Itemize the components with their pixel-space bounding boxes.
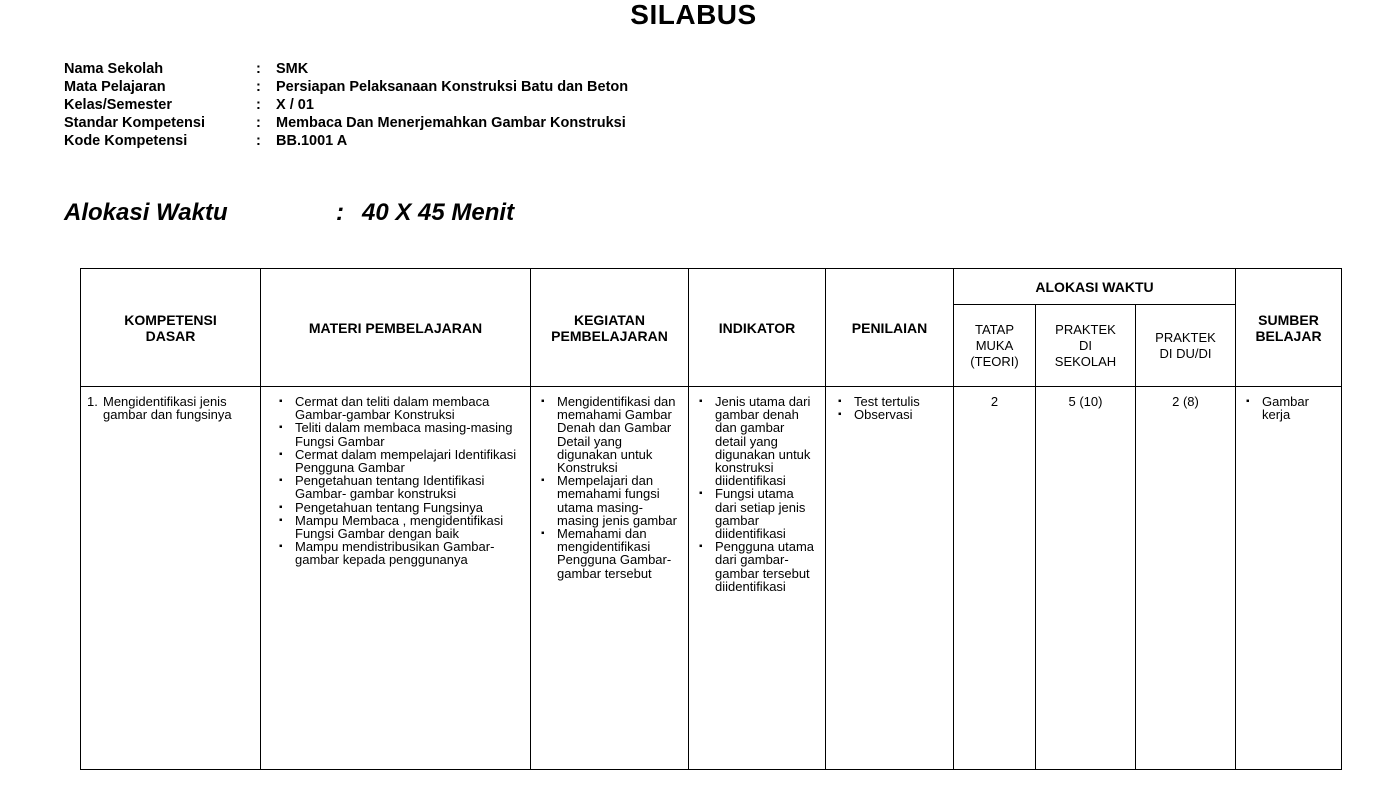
header-sumber: SUMBER BELAJAR xyxy=(1236,269,1342,387)
info-label: Mata Pelajaran xyxy=(64,79,166,95)
info-label: Kode Kompetensi xyxy=(64,133,188,149)
row-number: 1. xyxy=(87,394,98,409)
header-indikator: INDIKATOR xyxy=(689,269,826,387)
list-item: ▪ Mampu Membaca , mengidentifikasi Fungsi Gambar dengan baik xyxy=(295,514,520,540)
tatap-muka-value: 2 xyxy=(990,394,999,409)
cell-kegiatan xyxy=(531,387,689,770)
info-row-class xyxy=(64,96,628,114)
school-info xyxy=(64,60,628,150)
cell-tatap-muka xyxy=(954,387,1036,770)
header-kompetensi: KOMPETENSI DASAR xyxy=(81,269,261,387)
info-value: SMK xyxy=(276,61,309,77)
list-item: ▪ Pengguna utama dari gambar-gambar tersebut diidentifikasi xyxy=(715,540,819,593)
cell-kompetensi xyxy=(81,387,261,770)
time-allocation-separator: : xyxy=(336,199,344,226)
list-item: ▪ Memahami dan mengidentifikasi Pengguna Gambar-gambar tersebut xyxy=(557,527,682,580)
time-allocation-value: 40 X 45 Menit xyxy=(362,199,515,226)
info-value: X / 01 xyxy=(276,97,314,113)
info-row-code xyxy=(64,132,628,150)
list-item: ▪ Pengetahuan tentang Fungsinya xyxy=(295,501,520,514)
info-row-school xyxy=(64,60,628,78)
info-separator: : xyxy=(256,115,261,131)
list-item: ▪ Jenis utama dari gambar denah dan gambar detail yang digunakan untuk konstruksi diidentifikasi xyxy=(715,395,819,487)
cell-indikator xyxy=(689,387,826,770)
header-materi: MATERI PEMBELAJARAN xyxy=(261,269,531,387)
info-label: Kelas/Semester xyxy=(64,97,173,113)
list-item: ▪ Mempelajari dan memahami fungsi utama masing-masing jenis gambar xyxy=(557,474,682,527)
cell-penilaian xyxy=(826,387,954,770)
list-item: ▪ Observasi xyxy=(854,408,947,421)
info-row-standard xyxy=(64,114,628,132)
time-allocation xyxy=(64,199,514,227)
info-row-subject xyxy=(64,78,628,96)
list-item: ▪ Teliti dalam membaca masing-masing Fungsi Gambar xyxy=(295,421,520,447)
list-item: ▪ Cermat dan teliti dalam membaca Gambar-gambar Konstruksi xyxy=(295,395,520,421)
info-separator: : xyxy=(256,133,261,149)
cell-praktek-dudi xyxy=(1136,387,1236,770)
list-item: ▪ Pengetahuan tentang Identifikasi Gambar- gambar konstruksi xyxy=(295,474,520,500)
list-item: ▪ Fungsi utama dari setiap jenis gambar diidentifikasi xyxy=(715,487,819,540)
header-praktek-dudi: PRAKTEK DI DU/DI xyxy=(1136,305,1236,387)
info-value: BB.1001 A xyxy=(276,133,348,149)
list-item: ▪ Cermat dalam mempelajari Identifikasi Pengguna Gambar xyxy=(295,448,520,474)
header-tatap-muka: TATAP MUKA (TEORI) xyxy=(954,305,1036,387)
info-value: Persiapan Pelaksanaan Konstruksi Batu dan Beton xyxy=(276,79,629,95)
info-label: Nama Sekolah xyxy=(64,61,164,77)
list-item: ▪ Mengidentifikasi dan memahami Gambar Denah dan Gambar Detail yang digunakan untuk Konstruksi xyxy=(557,395,682,474)
info-separator: : xyxy=(256,97,261,113)
header-praktek-sekolah: PRAKTEK DI SEKOLAH xyxy=(1036,305,1136,387)
info-value: Membaca Dan Menerjemahkan Gambar Konstruksi xyxy=(276,115,626,131)
table-row xyxy=(81,387,1342,770)
info-separator: : xyxy=(256,79,261,95)
info-separator: : xyxy=(256,61,261,77)
praktek-sekolah-value: 5 (10) xyxy=(1068,394,1103,409)
cell-sumber xyxy=(1236,387,1342,770)
list-item: ▪ Mampu mendistribusikan Gambar-gambar kepada penggunanya xyxy=(295,540,520,566)
info-label: Standar Kompetensi xyxy=(64,115,205,131)
praktek-dudi-value: 2 (8) xyxy=(1172,394,1199,409)
time-allocation-label: Alokasi Waktu xyxy=(64,199,228,226)
header-penilaian: PENILAIAN xyxy=(826,269,954,387)
list-item: ▪ Gambar kerja xyxy=(1262,395,1335,421)
syllabus-table xyxy=(80,268,1342,770)
cell-materi xyxy=(261,387,531,770)
list-item: ▪ Test tertulis xyxy=(854,395,947,408)
document-title: SILABUS xyxy=(630,0,757,30)
kompetensi-text: Mengidentifikasi jenis gambar dan fungsinya xyxy=(103,394,232,423)
header-kegiatan: KEGIATAN PEMBELAJARAN xyxy=(531,269,689,387)
cell-praktek-sekolah xyxy=(1036,387,1136,770)
header-alokasi: ALOKASI WAKTU xyxy=(954,269,1236,305)
